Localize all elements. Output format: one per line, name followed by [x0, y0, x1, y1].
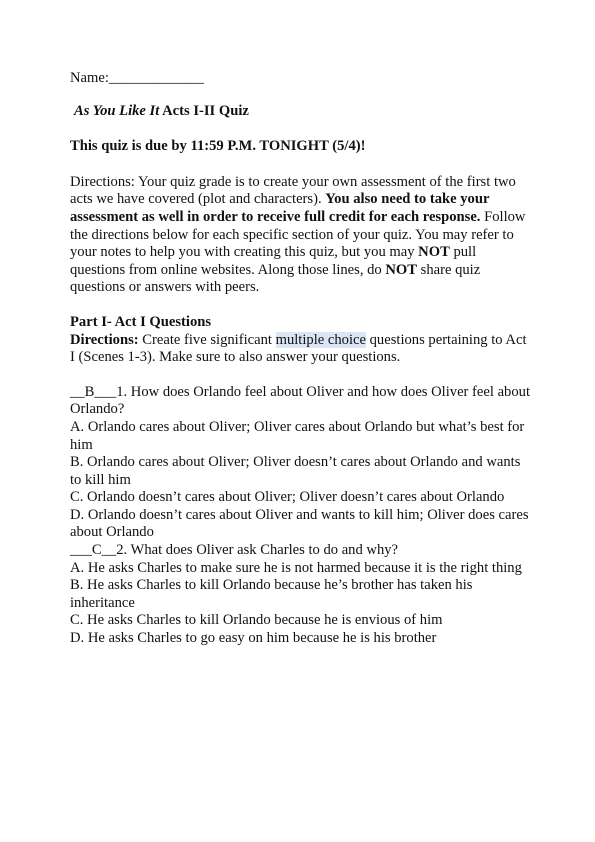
- directions-bold-3: NOT: [385, 261, 417, 278]
- document-page: [70, 70, 532, 648]
- directions-paragraph: [70, 174, 532, 297]
- part-1-directions: [70, 332, 532, 367]
- directions-bold-1: You also need to take your assessment as well in order to receive full credit for each response.: [70, 191, 490, 225]
- due-date-line: This quiz is due by 11:59 P.M. TONIGHT (5/4)!: [70, 138, 366, 155]
- directions-text-4: share quiz questions or answers with peers.: [70, 261, 481, 296]
- answer-option: C. He asks Charles to kill Orlando because he is envious of him: [70, 612, 443, 629]
- question-2: [70, 542, 532, 648]
- question-1: [70, 384, 532, 542]
- answer-option: D. He asks Charles to go easy on him because he is his brother: [70, 630, 437, 647]
- answer-option: D. Orlando doesn’t cares about Oliver and wants to kill him; Oliver does cares about Orlando: [70, 506, 529, 541]
- answer-option: A. Orlando cares about Oliver; Oliver cares about Orlando but what’s best for him: [70, 418, 525, 453]
- directions-text-1: Directions: Your quiz grade is to create your own assessment of the first two acts we have covered (plot and characters).: [70, 173, 516, 208]
- question-prompt: ___C__2. What does Oliver ask Charles to do and why?: [70, 542, 399, 559]
- part-1-directions-post: questions pertaining to Act I (Scenes 1-3). Make sure to also answer your questions.: [70, 331, 527, 366]
- part-1-directions-label: Directions:: [70, 331, 139, 348]
- quiz-title: [70, 103, 532, 121]
- part-1-heading: Part I- Act I Questions: [70, 313, 212, 330]
- title-rest: Acts I-II Quiz: [159, 102, 249, 119]
- directions-bold-2: NOT: [418, 244, 450, 261]
- question-prompt: __B___1. How does Orlando feel about Oliver and how does Oliver feel about Orlando?: [70, 383, 530, 418]
- directions-text-3: pull questions from online websites. Along those lines, do: [70, 244, 477, 278]
- directions-text-2: Follow the directions below for each specific section of your quiz. You may refer to your notes to help you with creating this quiz, but you may: [70, 208, 526, 261]
- answer-option: B. He asks Charles to kill Orlando because he’s brother has taken his inheritance: [70, 577, 473, 611]
- answer-option: C. Orlando doesn’t cares about Oliver; Oliver doesn’t cares about Orlando: [70, 489, 505, 506]
- answer-option: B. Orlando cares about Oliver; Oliver doesn’t cares about Orlando and wants to kill him: [70, 454, 521, 488]
- text-selection-highlight[interactable]: multiple choice: [275, 331, 366, 348]
- name-field-label: Name:_____________: [70, 70, 204, 86]
- answer-option: A. He asks Charles to make sure he is not harmed because it is the right thing: [70, 559, 522, 576]
- part-1-directions-pre: Create five significant: [138, 331, 276, 348]
- title-italic: As You Like It: [74, 102, 160, 119]
